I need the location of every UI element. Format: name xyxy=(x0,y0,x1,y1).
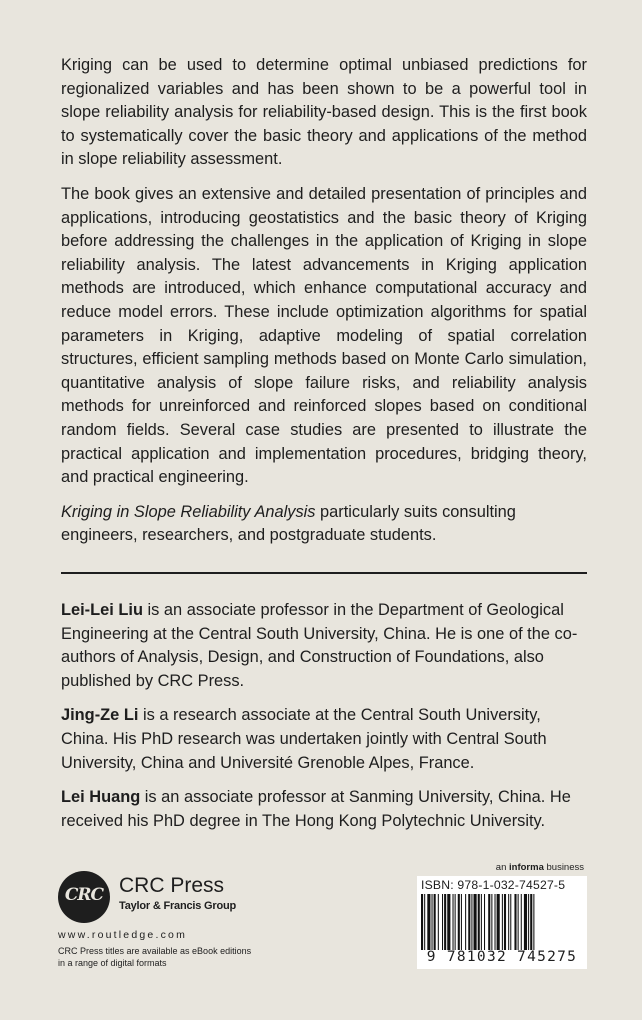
barcode-bar xyxy=(504,894,506,950)
author-name: Lei Huang xyxy=(61,788,141,807)
barcode-bar xyxy=(524,894,527,950)
barcode-bar xyxy=(461,894,462,950)
publisher-block xyxy=(58,868,318,978)
publisher-name: CRC Press xyxy=(119,874,225,897)
isbn-text: ISBN: 978-1-032-74527-5 xyxy=(421,878,566,892)
barcode-bar xyxy=(497,894,500,950)
barcode-digits: 9 781032 745275 xyxy=(426,949,578,965)
barcode-bar xyxy=(484,894,485,950)
barcode-bar xyxy=(465,894,466,950)
barcode-bar xyxy=(438,894,439,950)
barcode-bar xyxy=(424,894,425,950)
author-bios xyxy=(61,599,587,844)
author-name: Lei-Lei Liu xyxy=(61,601,143,619)
author-bio xyxy=(61,704,587,775)
audience-text: particularly suits consulting engineers, researchers, and postgraduate students. xyxy=(61,502,516,545)
description-paragraph-2: The book gives an extensive and detailed presentation of principles and applications, introducing geostatistics and the basic theory of Kriging before addressing the challenges in the application of Kriging in slope reliability analysis. The latest advancements in Kriging application methods are introduced, which enhance computational accuracy and reduce model errors. These include optimization algorithms for spatial parameters in Kriging, adaptive modeling of spatial correlation structures, efficient sampling methods based on Monte Carlo simulation, quantitative analysis of slope failure risks, and reliability analysis methods for unreinforced and reinforced slopes based on conditional random fields. Several case studies are presented to illustrate the practical application and implementation procedures, bridging theory, and practical engineering. xyxy=(61,184,587,487)
barcode-bar xyxy=(444,894,446,950)
book-title-italic: Kriging in Slope Reliability Analysis xyxy=(61,502,316,521)
barcode-bar xyxy=(533,894,534,950)
barcode-bar xyxy=(421,894,423,950)
barcode-bar xyxy=(528,894,529,950)
barcode-bar xyxy=(502,894,503,950)
author-name: Jing-Ze Li xyxy=(61,706,139,725)
informa-tagline: an informa business xyxy=(495,862,584,873)
barcode-bar xyxy=(471,894,472,950)
description-paragraph-1: Kriging can be used to determine optimal unbiased predictions for regionalized variables and has been shown to be a powerful tool in slope reliability analysis for reliability-based design. This is the first book to systematically cover the basic theory and applications of the method in slope reliability assessment. xyxy=(61,56,587,169)
barcode-icon xyxy=(421,894,583,950)
barcode-bar xyxy=(488,894,490,950)
barcode-bar xyxy=(455,894,456,950)
publisher-group: Taylor & Francis Group xyxy=(119,900,237,912)
barcode-bar xyxy=(481,894,482,950)
author-bio xyxy=(61,599,587,693)
barcode-bar xyxy=(510,894,511,950)
crc-logo-icon xyxy=(58,871,110,923)
divider-rule xyxy=(61,572,587,574)
barcode-bar xyxy=(491,894,492,950)
barcode-bar xyxy=(530,894,532,950)
author-bio-text: is an associate professor in the Department of Geological Engineering at the Central South University, China. He is one of the co-authors of Analysis, Design, and Construction of Foundations, also published by CRC Press. xyxy=(61,601,578,690)
book-description xyxy=(61,54,587,548)
ebook-note: CRC Press titles are available as eBook editions in a range of digital formats xyxy=(58,946,252,968)
barcode-bar xyxy=(474,894,477,950)
barcode-bar xyxy=(453,894,454,950)
author-bio-text: is an associate professor at Sanming University, China. He received his PhD degree in The Hong Kong Polytechnic University. xyxy=(61,788,571,830)
barcode-bar xyxy=(458,894,460,950)
barcode-bar xyxy=(442,894,443,950)
barcode-bar xyxy=(521,894,522,950)
publisher-website: www.routledge.com xyxy=(58,929,188,941)
barcode-bar xyxy=(514,894,516,950)
barcode-block xyxy=(414,862,588,970)
barcode-bar xyxy=(427,894,430,950)
barcode-bar xyxy=(478,894,480,950)
author-bio xyxy=(61,786,587,833)
barcode-bar xyxy=(447,894,450,950)
barcode-bar xyxy=(468,894,470,950)
barcode-bar xyxy=(495,894,496,950)
barcode-bar xyxy=(434,894,436,950)
barcode-box xyxy=(417,876,587,969)
barcode-bar xyxy=(518,894,519,950)
barcode-bar xyxy=(432,894,433,950)
barcode-bar xyxy=(508,894,509,950)
author-bio-text: is a research associate at the Central South University, China. His PhD research was undertaken jointly with Central South University, China and Université Grenoble Alpes, France. xyxy=(61,706,547,772)
crc-logo-text: CRC xyxy=(64,885,104,905)
description-paragraph-3 xyxy=(61,501,587,548)
publisher-logo xyxy=(58,868,318,924)
